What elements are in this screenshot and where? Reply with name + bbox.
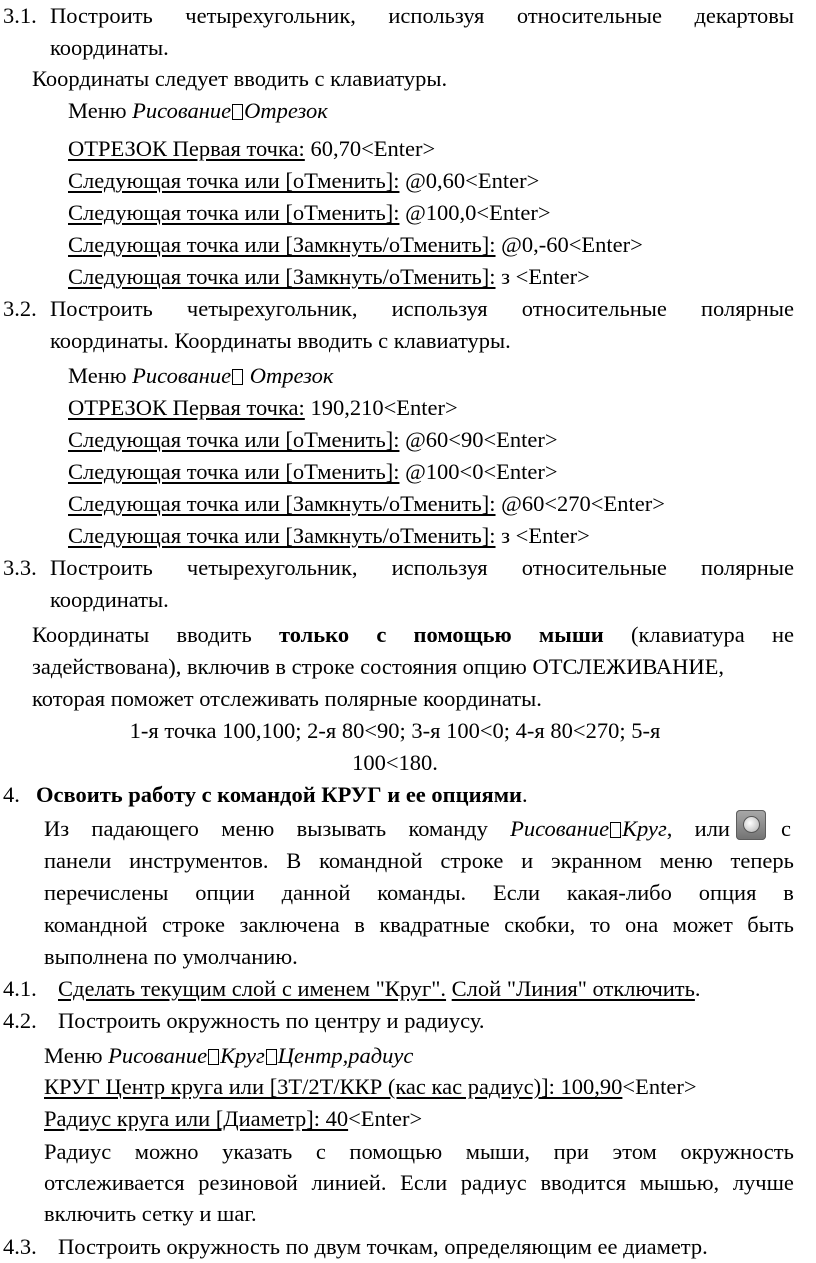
section-3-1-step: ОТРЕЗОК Первая точка: 60,70<Enter> xyxy=(68,136,436,161)
section-4-2-step: Радиус круга или [Диаметр]: 40<Enter> xyxy=(44,1106,423,1131)
arrow-glyph-icon xyxy=(232,369,243,385)
section-3-2-step: ОТРЕЗОК Первая точка: 190,210<Enter> xyxy=(68,395,458,420)
section-3-2-title-cont: координаты. Координаты вводить с клавиатуры. xyxy=(50,328,511,353)
section-3-2-menu: Меню Рисование Отрезок xyxy=(68,363,334,388)
section-3-3-number: 3.3. xyxy=(3,555,37,580)
arrow-glyph-icon xyxy=(232,104,243,120)
section-3-1-step: Следующая точка или [Замкнуть/оТменить]: з <Enter> xyxy=(68,264,590,289)
section-4-paragraph-line: Из падающего меню вызывать команду Рисование Круг, или xyxy=(44,816,730,841)
section-3-2-step: Следующая точка или [оТменить]: @60<90<Enter> xyxy=(68,427,558,452)
section-3-3-title-cont: координаты. xyxy=(50,587,169,612)
section-3-3-points-cont: 100<180. xyxy=(352,750,438,775)
section-4-paragraph-word: с xyxy=(781,816,791,841)
section-3-2-step: Следующая точка или [Замкнуть/оТменить]: @60<270<Enter> xyxy=(68,491,665,516)
section-4-3-title: Построить окружность по двум точкам, определяющим ее диаметр. xyxy=(58,1234,708,1259)
section-3-3-paragraph-line: задействована), включив в строке состояния опцию ОТСЛЕЖИВАНИЕ, xyxy=(32,654,725,679)
section-4-paragraph-line: командной строке заключена в квадратные скобки, то она может быть xyxy=(44,912,794,937)
section-3-1-title-cont: координаты. xyxy=(50,35,169,60)
section-3-3-paragraph-line: Координаты вводить только с помощью мыши (клавиатура не xyxy=(32,622,794,647)
section-3-2-number: 3.2. xyxy=(3,296,37,321)
section-4-title: Освоить работу с командой КРУГ и ее опциями. xyxy=(36,782,528,807)
section-4-1-title: Сделать текущим слой с именем "Круг". Слой "Линия" отключить. xyxy=(58,976,701,1001)
arrow-glyph-icon xyxy=(610,822,621,838)
arrow-glyph-icon xyxy=(266,1049,277,1065)
section-4-number: 4. xyxy=(3,782,20,807)
section-4-2-menu: Меню Рисование Круг Центр,радиус xyxy=(44,1043,414,1068)
section-4-2-number: 4.2. xyxy=(3,1008,37,1033)
section-3-2-step: Следующая точка или [оТменить]: @100<0<Enter> xyxy=(68,459,558,484)
section-4-1-number: 4.1. xyxy=(3,976,37,1001)
circle-tool-icon xyxy=(736,810,766,840)
section-3-1-note: Координаты следует вводить с клавиатуры. xyxy=(32,66,448,91)
section-4-2-paragraph-line: отслеживается резиновой линией. Если радиус вводится мышью, лучше xyxy=(44,1170,794,1195)
section-4-2-paragraph-line: включить сетку и шаг. xyxy=(44,1201,257,1226)
section-4-2-paragraph-line: Радиус можно указать с помощью мыши, при этом окружность xyxy=(44,1139,794,1164)
section-4-paragraph-line: перечислены опции данной команды. Если какая-либо опция в xyxy=(44,880,794,905)
section-3-1-title: Построить четырехугольник, используя относительные декартовы xyxy=(50,3,794,28)
section-3-3-points: 1-я точка 100,100; 2-я 80<90; 3-я 100<0; 4-я 80<270; 5-я xyxy=(129,718,661,743)
section-4-paragraph-line: выполнена по умолчанию. xyxy=(44,944,298,969)
section-4-3-number: 4.3. xyxy=(3,1234,37,1259)
section-3-1-step: Следующая точка или [оТменить]: @0,60<Enter> xyxy=(68,168,540,193)
arrow-glyph-icon xyxy=(208,1049,219,1065)
section-3-3-paragraph-line: которая поможет отслеживать полярные координаты. xyxy=(32,686,542,711)
section-4-2-step: КРУГ Центр круга или [3Т/2Т/ККР (кас кас радиус)]: 100,90<Enter> xyxy=(44,1074,697,1099)
section-3-2-step: Следующая точка или [Замкнуть/оТменить]: з <Enter> xyxy=(68,523,590,548)
section-3-3-title: Построить четырехугольник, используя относительные полярные xyxy=(50,555,794,580)
section-3-1-step: Следующая точка или [Замкнуть/оТменить]: @0,-60<Enter> xyxy=(68,232,643,257)
section-3-1-step: Следующая точка или [оТменить]: @100,0<Enter> xyxy=(68,200,551,225)
section-4-2-title: Построить окружность по центру и радиусу. xyxy=(58,1008,485,1033)
section-3-2-title: Построить четырехугольник, используя относительные полярные xyxy=(50,296,794,321)
section-4-paragraph-line: панели инструментов. В командной строке и экранном меню теперь xyxy=(44,848,794,873)
section-3-1-menu: Меню Рисование Отрезок xyxy=(68,98,328,123)
section-3-1-number: 3.1. xyxy=(3,3,37,28)
